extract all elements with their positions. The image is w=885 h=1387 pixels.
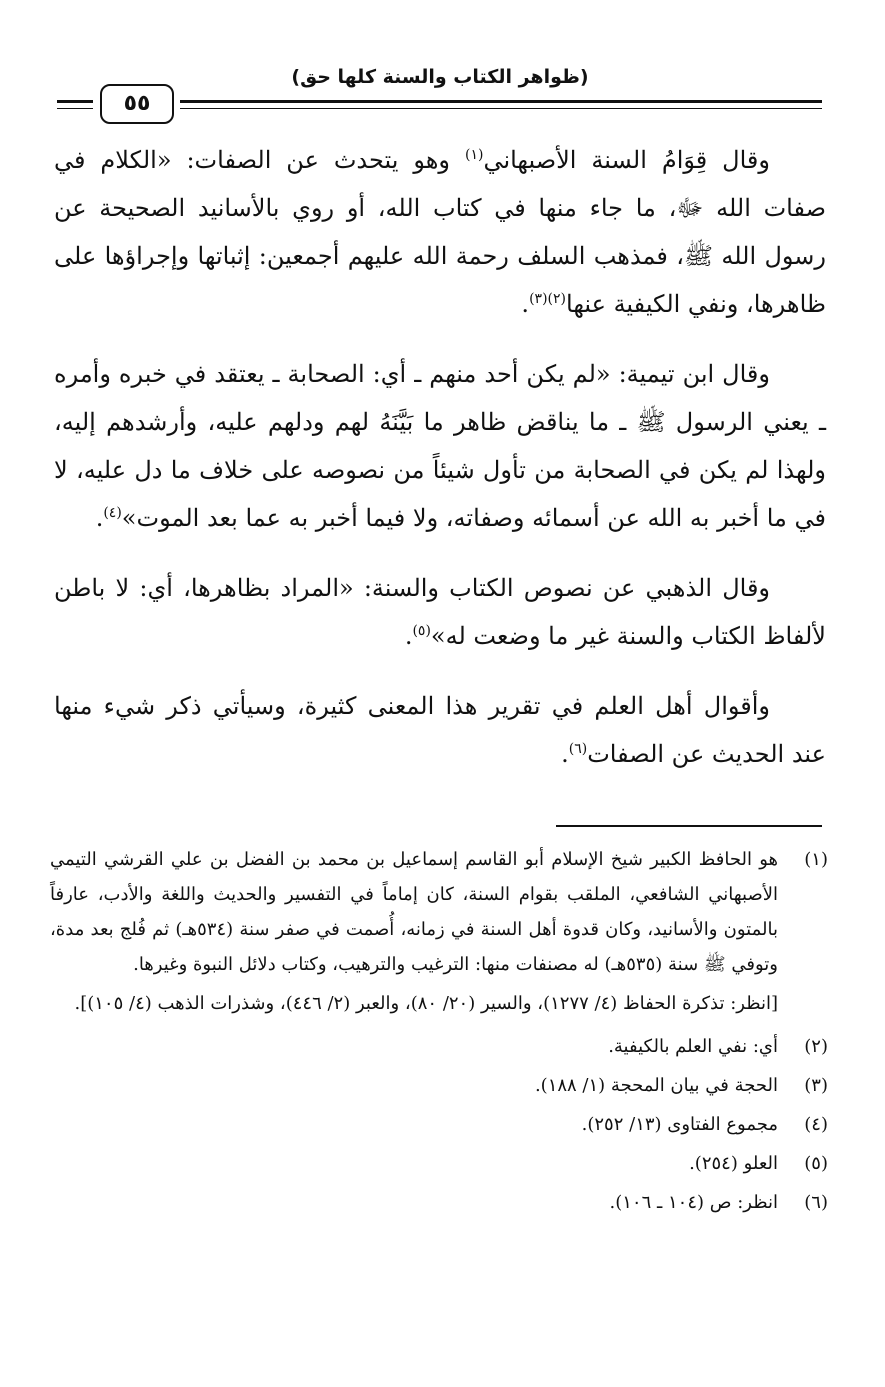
footnote-marker: (٤)	[103, 505, 122, 521]
footnote-number: (٥)	[804, 1153, 828, 1174]
main-text	[54, 136, 826, 800]
footnote-number: (٦)	[804, 1192, 828, 1213]
paragraph-punctuation: .	[561, 740, 569, 768]
footnote-text: انظر: ص (١٠٤ ـ ١٠٦).	[609, 1192, 778, 1213]
footnotes	[50, 842, 828, 1224]
paragraph-text: وهو يتحدث عن الصفات: «الكلام في صفات الله ﷻ، ما جاء منها في كتاب الله، أو روي بالأسانيد الصحيحة عن رسول الله ﷺ، فمذهب السلف رحمة الله عليهم أجمعين: إثباتها وإجراؤها على ظاهرها، ونفي الكيفية عنها	[54, 146, 826, 318]
paragraph-ibn-taymiyyah	[54, 350, 826, 542]
header-rule-left-thin	[57, 108, 93, 109]
running-header-title: (ظواهر الكتاب والسنة كلها حق)	[291, 66, 589, 88]
header-rule-thin	[180, 108, 822, 109]
footnote-separator	[556, 825, 822, 827]
header-rule-thick	[180, 100, 822, 103]
paragraph-text: وقال قِوَامُ السنة الأصبهاني	[483, 146, 770, 174]
paragraph-scholars-sayings	[54, 682, 826, 778]
footnote-text: هو الحافظ الكبير شيخ الإسلام أبو القاسم إسماعيل بن محمد بن الفضل بن علي القرشي التيمي الأصبهاني الشافعي، الملقب بقوام السنة، كان إماماً في التفسير والحديث واللغة والأدب، عارفاً بالمتون والأسانيد، وكان قدوة أهل السنة في زمانه، أُصمت في صفر سنة (٥٣٤هـ) ثم فُلج بعد مدة، وتوفي ﷺ سنة (٥٣٥هـ) له مصنفات منها: الترغيب والترهيب، وكتاب دلائل النبوة وغيرها.	[50, 849, 778, 975]
paragraph-text: وأقوال أهل العلم في تقرير هذا المعنى كثيرة، وسيأتي ذكر شيء منها عند الحديث عن الصفات	[54, 692, 826, 768]
footnote-number: (٣)	[804, 1075, 828, 1096]
footnote-text: أي: نفي العلم بالكيفية.	[608, 1036, 778, 1057]
footnote-number: (٢)	[804, 1036, 828, 1057]
paragraph-punctuation: .	[404, 622, 413, 650]
footnote-2	[50, 1029, 828, 1064]
paragraph-qiwam-al-sunnah	[54, 136, 826, 328]
footnote-marker: (٢)(٣)	[529, 291, 566, 307]
footnote-text: مجموع الفتاوى (١٣/ ٢٥٢).	[581, 1114, 778, 1135]
footnote-4	[50, 1107, 828, 1142]
footnote-1	[50, 842, 828, 982]
footnote-6	[50, 1185, 828, 1220]
header-rule-left-thick	[57, 100, 93, 103]
footnote-marker: (٦)	[568, 741, 588, 757]
paragraph-text: وقال ابن تيمية: «لم يكن أحد منهم ـ أي: الصحابة ـ يعتقد في خبره وأمره ـ يعني الرسول ﷺ ـ ما يناقض ظاهر ما بَيَّنَهُ لهم ودلهم عليه، وأرشدهم إليه، ولهذا لم يكن في الصحابة من تأول شيئاً من نصوصه على خلاف ما دل عليه، لا في ما أخبر به الله عن أسمائه وصفاته، ولا فيما أخبر به عما بعد الموت»	[54, 360, 826, 532]
footnote-1-references: [انظر: تذكرة الحفاظ (٤/ ١٢٧٧)، والسير (٢٠/ ٨٠)، والعبر (٢/ ٤٤٦)، وشذرات الذهب (٤/ ١٠٥)].	[74, 993, 778, 1014]
paragraph-al-dhahabi	[54, 564, 826, 660]
footnote-text: الحجة في بيان المحجة (١/ ١٨٨).	[534, 1075, 778, 1096]
footnote-text: العلو (٢٥٤).	[689, 1153, 778, 1174]
footnote-3	[50, 1068, 828, 1103]
paragraph-punctuation: .	[95, 504, 104, 532]
paragraph-text: وقال الذهبي عن نصوص الكتاب والسنة: «المراد بظاهرها، أي: لا باطن لألفاظ الكتاب والسنة غير ما وضعت له»	[54, 574, 826, 650]
footnote-5	[50, 1146, 828, 1181]
page-number-badge: ٥٥	[100, 84, 174, 124]
footnote-number: (١)	[804, 849, 828, 870]
footnote-marker: (١)	[464, 147, 484, 163]
footnote-number: (٤)	[804, 1114, 828, 1135]
footnote-marker: (٥)	[412, 623, 431, 639]
paragraph-punctuation: .	[521, 290, 530, 318]
